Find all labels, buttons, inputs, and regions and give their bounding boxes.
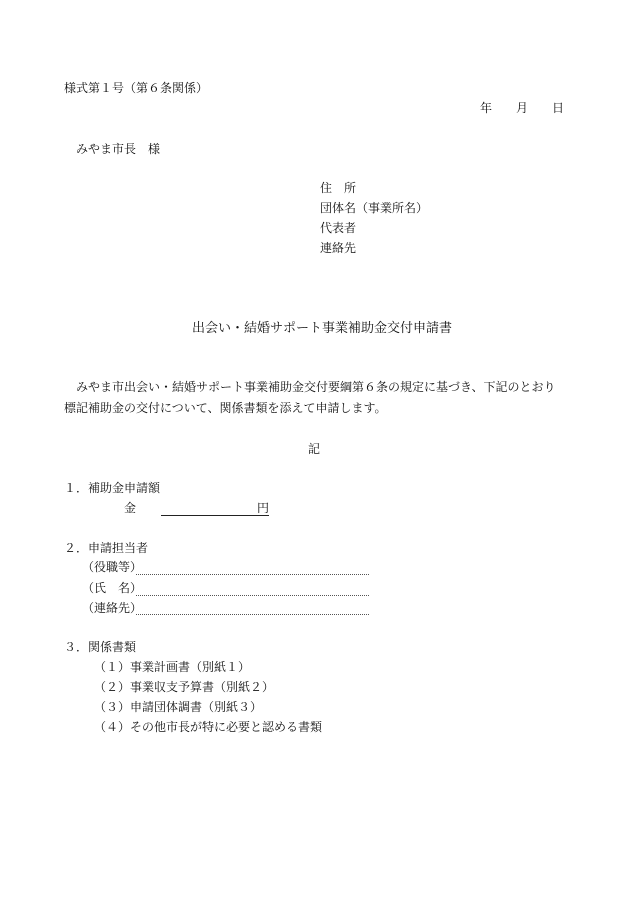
position-field-label: （役職等） [82,560,143,574]
section1-heading: １．補助金申請額 [64,481,161,495]
date-day-label: 日 [552,101,565,115]
body-text-line1: みやま市出会い・結婚サポート事業補助金交付要綱第６条の規定に基づき、下記のとおり [76,380,556,394]
ki-heading: 記 [308,442,321,456]
document-list-item: （１）事業計画書（別紙１） [94,660,251,674]
document-title: 出会い・結婚サポート事業補助金交付申請書 [192,321,453,336]
kin-label: 金 [124,501,137,515]
address-label: 住 所 [320,181,357,195]
name-field-line [136,595,369,596]
representative-label: 代表者 [320,221,357,235]
contact-label: 連絡先 [320,241,357,255]
document-list-item: （３）申請団体調書（別紙３） [94,700,263,714]
name-field-label: （氏 名） [82,581,143,595]
position-field-line [136,574,369,575]
section3-heading: ３．関係書類 [64,640,137,654]
form-label: 様式第１号（第６条関係） [64,81,209,95]
date-month-label: 月 [516,101,529,115]
amount-underline [161,515,269,516]
addressee: みやま市長 様 [76,142,161,156]
section2-heading: ２．申請担当者 [64,541,149,555]
contact-field-label: （連絡先） [82,601,143,615]
yen-label: 円 [257,501,270,515]
document-list-item: （２）事業収支予算書（別紙２） [94,680,275,694]
document-list-item: （４）その他市長が特に必要と認める書類 [94,720,323,734]
org-name-label: 団体名（事業所名） [320,201,429,215]
contact-field-line [136,614,369,615]
date-year-label: 年 [480,101,493,115]
body-text-line2: 標記補助金の交付について、関係書類を添えて申請します。 [64,401,387,415]
